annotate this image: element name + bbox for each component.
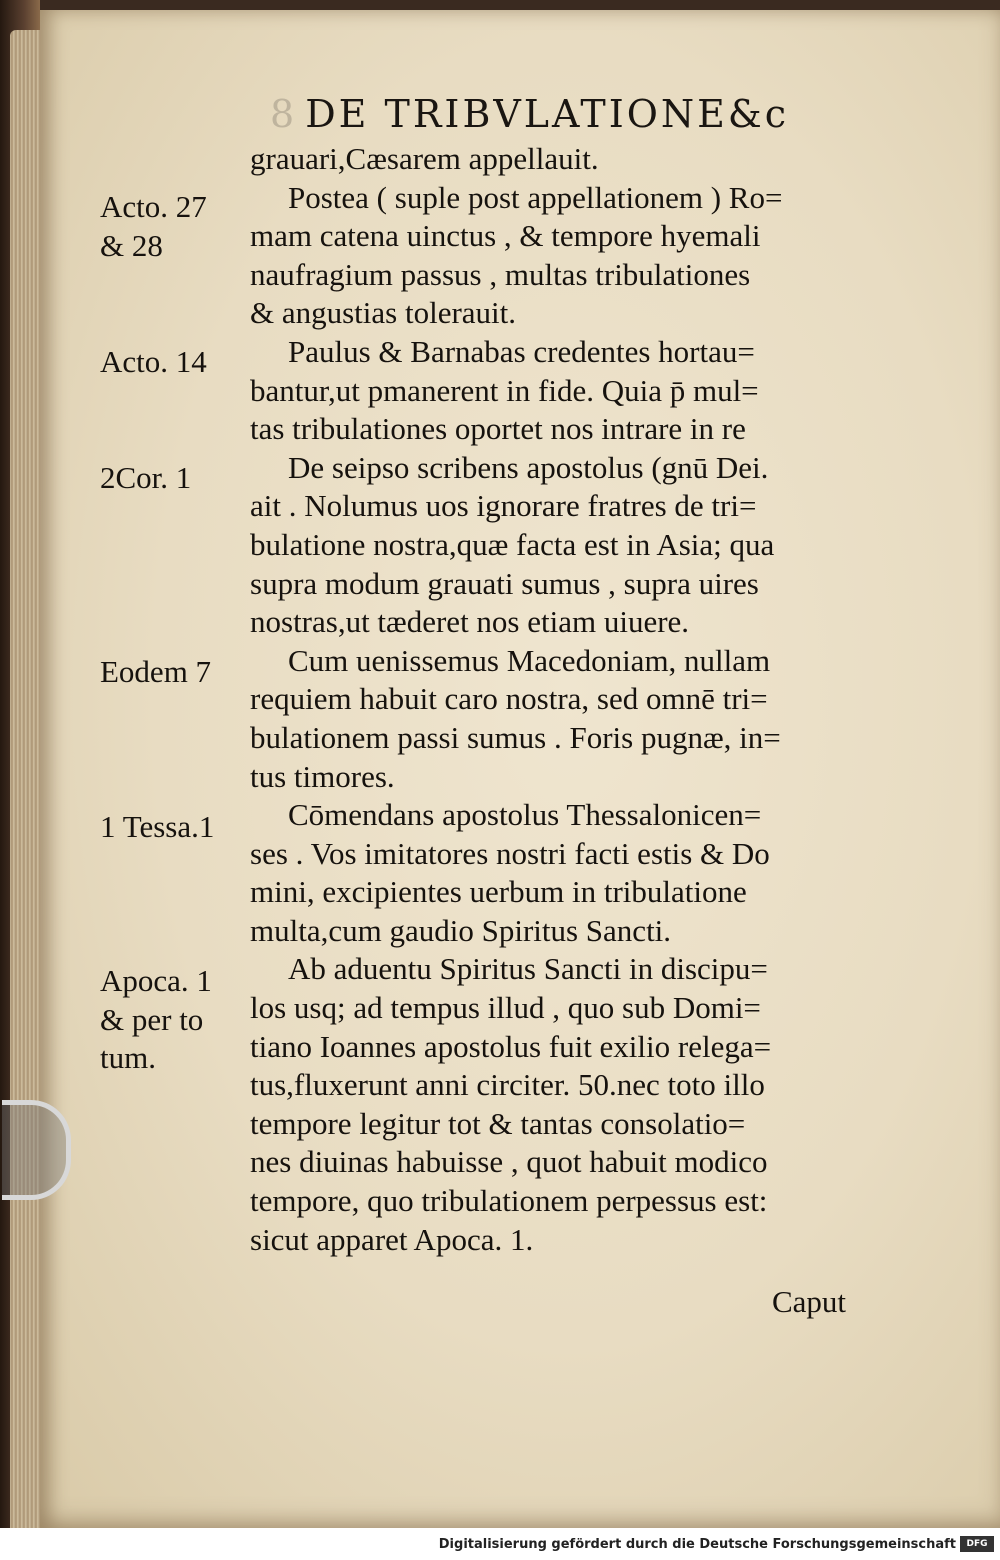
text-line: mini, excipientes uerbum in tribulatione — [250, 874, 747, 910]
text-line: De seipso scribens apostolus (gnū Dei. — [288, 449, 769, 485]
running-head-title: DE TRIBVLATIONE&c — [305, 92, 790, 136]
margin-note-line: Eodem 7 — [100, 654, 212, 689]
text-line: bulationem passi sumus . Foris pugnæ, in= — [250, 719, 781, 755]
margin-note-line: 1 Tessa.1 — [100, 809, 215, 844]
text-line: mam catena uinctus , & tempore hyemali — [250, 218, 761, 254]
margin-note-line: & per to — [100, 1001, 204, 1037]
text-line: tempore legitur tot & tantas consolatio= — [250, 1105, 746, 1141]
text-line: Postea ( suple post appellationem ) Ro= — [288, 179, 783, 215]
margin-note — [100, 962, 250, 1078]
footer-credit: Digitalisierung gefördert durch die Deutsche Forschungsgemeinschaft — [438, 1537, 956, 1552]
margin-note — [100, 653, 250, 692]
catchword: Caput — [772, 1284, 847, 1319]
text-line: naufragium passus , multas tribulationes — [250, 256, 751, 292]
text-line: nostras,ut tæderet nos etiam uiuere. — [250, 604, 690, 640]
running-head — [270, 92, 830, 136]
text-line: supra modum grauati sumus , supra uires — [250, 565, 759, 601]
margin-note-line: Acto. 14 — [100, 344, 207, 379]
text-line: tas tribulationes oportet nos intrare in re — [250, 411, 746, 447]
margin-note-line: 2Cor. 1 — [100, 460, 192, 495]
page-edges — [10, 30, 40, 1540]
margin-note-line: Apoca. 1 — [100, 963, 212, 998]
text-line: ses . Vos imitatores nostri facti estis & Do — [250, 835, 770, 871]
text-line: nes diuinas habuisse , quot habuit modico — [250, 1144, 768, 1180]
book-clasp — [2, 1100, 71, 1200]
margin-note-line: Acto. 27 — [100, 189, 207, 224]
margin-note-line: tum. — [100, 1040, 156, 1076]
text-line: & angustias tolerauit. — [250, 295, 517, 331]
text-line: multa,cum gaudio Spiritus Sancti. — [250, 912, 672, 948]
text-line: grauari,Cæsarem appellauit. — [250, 141, 599, 176]
text-line: tus,fluxerunt anni circiter. 50.nec toto illo — [250, 1067, 765, 1103]
text-line: tus timores. — [250, 758, 395, 794]
text-line: ait . Nolumus uos ignorare fratres de tri= — [250, 488, 757, 524]
margin-note — [100, 808, 250, 847]
text-line: tiano Ioannes apostolus fuit exilio relega= — [250, 1028, 772, 1064]
text-line: Ab aduentu Spiritus Sancti in discipu= — [288, 951, 768, 987]
text-line: Paulus & Barnabas credentes hortau= — [288, 333, 755, 369]
page-mark: 8 — [270, 92, 298, 136]
digitization-footer — [0, 1528, 1000, 1560]
margin-note — [100, 459, 250, 498]
dfg-logo-icon: DFG — [960, 1536, 994, 1552]
text-line: bulatione nostra,quæ facta est in Asia; qua — [250, 526, 775, 562]
margin-note-line: & 28 — [100, 227, 163, 263]
body-text — [250, 140, 890, 1259]
margin-note — [100, 343, 250, 382]
margin-note — [100, 188, 250, 265]
text-line: los usq; ad tempus illud , quo sub Domi= — [250, 990, 761, 1026]
text-line: requiem habuit caro nostra, sed omnē tri= — [250, 681, 768, 717]
text-line: sicut apparet Apoca. 1. — [250, 1221, 534, 1257]
text-line: Cum uenissemus Macedoniam, nullam — [288, 642, 771, 678]
text-line: bantur,ut pmanerent in fide. Quia p̄ mul= — [250, 372, 759, 408]
text-line: tempore, quo tribulationem perpessus est: — [250, 1183, 768, 1219]
text-line: Cōmendans apostolus Thessalonicen= — [288, 797, 762, 833]
